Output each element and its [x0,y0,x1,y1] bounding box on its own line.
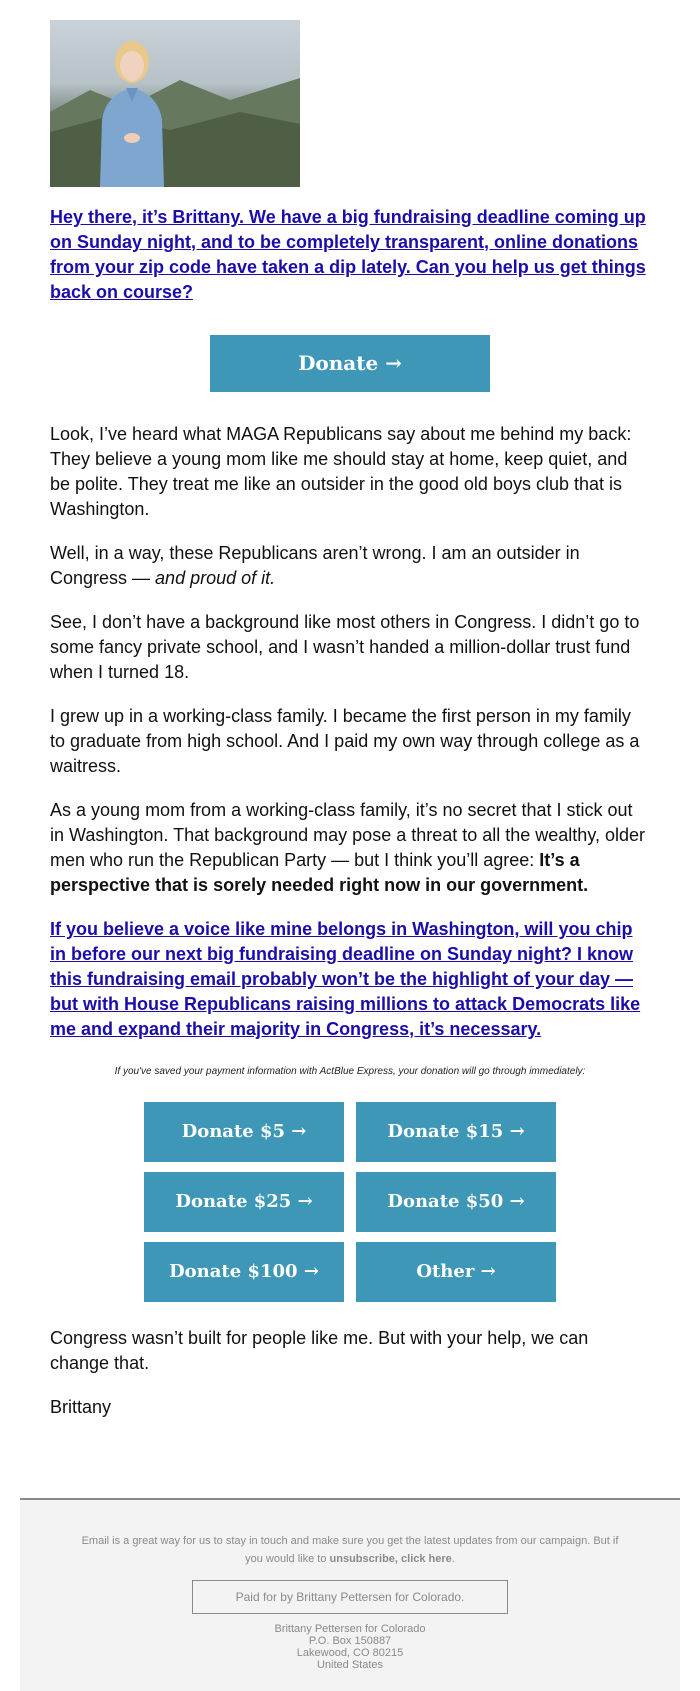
donate-25-button[interactable]: Donate $25 → [144,1172,344,1232]
footer-message-text: Email is a great way for us to stay in touch and make sure you get the latest updates from our campaign. But if you would like to [81,1535,619,1565]
paragraph-3: See, I don’t have a background like most others in Congress. I didn’t go to some fancy private school, and I wasn’t handed a million-dollar trust fund when I turned 18. [50,612,640,682]
address-line: United States [316,1659,384,1671]
donate-15-button[interactable]: Donate $15 → [356,1102,556,1162]
paragraph-2 [50,541,650,591]
address-line: Brittany Pettersen for Colorado [274,1623,426,1635]
portrait-illustration [50,20,300,187]
donate-50-button[interactable]: Donate $50 → [356,1172,556,1232]
address-line: Lakewood, CO 80215 [296,1647,404,1659]
lead-donate-link[interactable]: Hey there, it’s Brittany. We have a big fundraising deadline coming up on Sunday night, and to be completely transparent, online donations from your zip code have taken a dip lately. Can you help us get things back on course? [50,207,646,302]
closing-paragraph: Congress wasn’t built for people like me. But with your help, we can change that. [50,1328,589,1373]
paragraph-5-bold: It’s a perspective that is sorely needed right now in our government. [50,850,589,895]
email-footer [20,1498,680,1691]
actblue-express-note: If you've saved your payment information with ActBlue Express, your donation will go through immediately: [114,1066,586,1077]
paragraph-5 [50,798,650,898]
paragraph-2-emphasis: and proud of it. [155,568,276,588]
mailing-address [20,1623,680,1671]
footer-message [80,1532,620,1568]
email-body [50,20,650,1439]
donate-main-button[interactable]: Donate → [210,335,490,392]
paid-for-disclaimer: Paid for by Brittany Pettersen for Colorado. [192,1580,508,1614]
paragraph-2-text: Well, in a way, these Republicans aren’t wrong. I am an outsider in Congress — [50,543,580,588]
unsubscribe-link[interactable]: unsubscribe, click here [329,1553,452,1565]
letter-body [50,422,650,898]
cta-donate-link[interactable]: If you believe a voice like mine belongs in Washington, will you chip in before our next big fundraising deadline on Sunday night? I know this fundraising email probably won’t be the highlight of your day — but with House Republicans raising millions to attack Democrats like me and expand their majority in Congress, it’s necessary. [50,919,641,1039]
address-line: P.O. Box 150887 [308,1635,392,1647]
donate-100-button[interactable]: Donate $100 → [144,1242,344,1302]
header-photo [50,20,300,187]
donate-amount-grid [144,1102,556,1302]
donate-other-button[interactable]: Other → [356,1242,556,1302]
paragraph-4: I grew up in a working-class family. I became the first person in my family to graduate from high school. And I paid my own way through college as a waitress. [50,706,640,776]
paragraph-5-text: As a young mom from a working-class family, it’s no secret that I stick out in Washington. That background may pose a threat to all the wealthy, older men who run the Republican Party — but I think you’ll agree: [50,800,646,870]
footer-message-end: . [451,1553,455,1565]
paragraph-1: Look, I’ve heard what MAGA Republicans say about me behind my back: They believe a young mom like me should stay at home, keep quiet, and be polite. They treat me like an outsider in the good old boys club that is Washington. [50,424,632,519]
donate-5-button[interactable]: Donate $5 → [144,1102,344,1162]
signature: Brittany [50,1397,112,1417]
